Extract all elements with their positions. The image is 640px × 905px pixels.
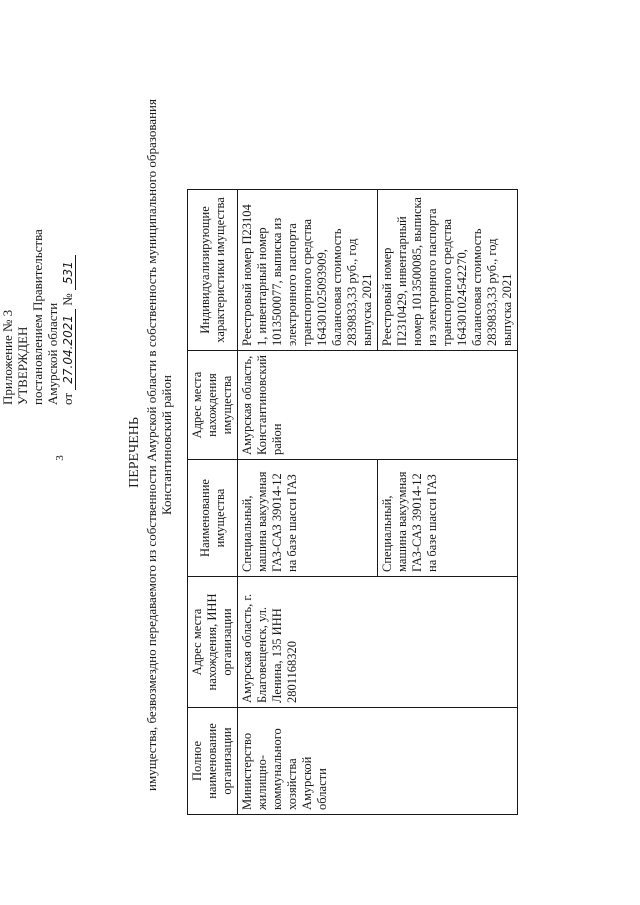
- table-header-row: [188, 190, 238, 815]
- header-property-location: Адрес места нахождения имущества: [188, 351, 238, 460]
- property-location-cell: Амурская область, Константиновский район: [238, 351, 518, 460]
- decree-line: постановлением Правительства: [30, 229, 45, 405]
- property-table: [187, 189, 518, 815]
- appendix-block: [0, 145, 76, 405]
- header-org-address: Адрес места нахождения, ИНН организации: [188, 577, 238, 708]
- date-prefix: от: [60, 392, 75, 405]
- header-property-name: Наименование имущества: [188, 460, 238, 577]
- property-name-cell: Специальный, машина вакуумная ГАЗ-САЗ 39014-12 на базе шасси ГАЗ: [238, 460, 378, 577]
- appendix-number: Приложение № 3: [0, 309, 15, 405]
- property-specs-cell: Реестровый номер П23104 1, инвентарный номер 1013500077, выписка из электронного паспорта транспортного средства 164301025093909, балансовая стоимость 2839833,33 руб., год выпуска 2021: [238, 190, 378, 351]
- document-subtitle: имущества, безвозмездно передаваемого из собственности Амурской области в собственность муниципального образования Константиновский район: [144, 99, 174, 791]
- header-org-name: Полное наименование организации: [188, 708, 238, 815]
- approved-label: УТВЕРЖДЕН: [15, 326, 30, 405]
- number-prefix: №: [60, 293, 75, 306]
- header-property-specs: Индивидуализирующие характеристики имущества: [188, 190, 238, 351]
- region-line: Амурской области: [45, 302, 60, 405]
- page-number: 3: [53, 455, 66, 461]
- handwritten-number: 531: [61, 255, 76, 290]
- table-row: [238, 190, 378, 815]
- property-name-cell: Специальный, машина вакуумная ГАЗ-САЗ 39014-12 на базе шасси ГАЗ: [378, 460, 518, 577]
- date-line: [60, 145, 76, 405]
- org-address-cell: Амурская область, г. Благовещенск, ул. Ленина, 135 ИНН 2801168320: [238, 577, 518, 708]
- org-name-cell: Министерство жилищно-коммунального хозяйства Амурской области: [238, 708, 518, 815]
- handwritten-date: 27.04.2021: [61, 309, 76, 390]
- property-specs-cell: Реестровый номер П2310429, инвентарный номер 1013500085, выписка из электронного паспорта транспортного средства 164301024542270, балансовая стоимость 2839833,33 руб., год выпуска 2021: [378, 190, 518, 351]
- document-title: ПЕРЕЧЕНЬ: [127, 417, 142, 488]
